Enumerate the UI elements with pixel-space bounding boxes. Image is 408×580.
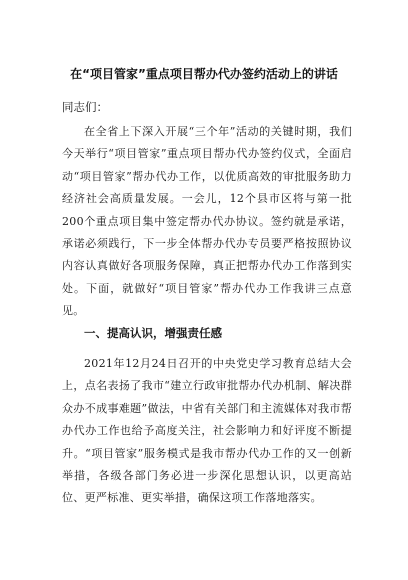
document-title: 在“项目管家”重点项目帮办代办签约活动上的讲话 bbox=[70, 67, 338, 81]
paragraph-1: 在全省上下深入开展“三个年”活动的关键时期，我们今天举行“项目管家”重点项目帮办代办签约仪式，全面启动“项目管家”帮办代办工作，以优质高效的审批服务助力经济社会高质量发展。一会儿，12个县市区将与第一批200个重点项目集中签定帮办代办协议。签约就是承诺，承诺必须践行，下一步全体帮办代办专员要严格按照协议内容认真做好各项服务保障，真正把帮办代办工作落到实处。下面，就做好“项目管家”帮办代办工作我讲三点意见。 bbox=[62, 125, 352, 318]
paragraph-2: 2021年12月24日召开的中央党史学习教育总结大会上，点名表扬了我市“建立行政审批帮办代办机制、解决群众办不成事难题”做法，中省有关部门和主流媒体对我市帮办代办工作也给予高度关注，社会影响力和好评度不断提升。“项目管家”服务模式是我市帮办代办工作的又一创新举措，各级各部门务必进一步深化思想认识，以更高站位、更严标准、更实举措，确保这项工作落地落实。 bbox=[62, 357, 352, 505]
section-heading-1: 一、提高认识，增强责任感 bbox=[84, 326, 222, 340]
salutation: 同志们： bbox=[62, 100, 108, 114]
